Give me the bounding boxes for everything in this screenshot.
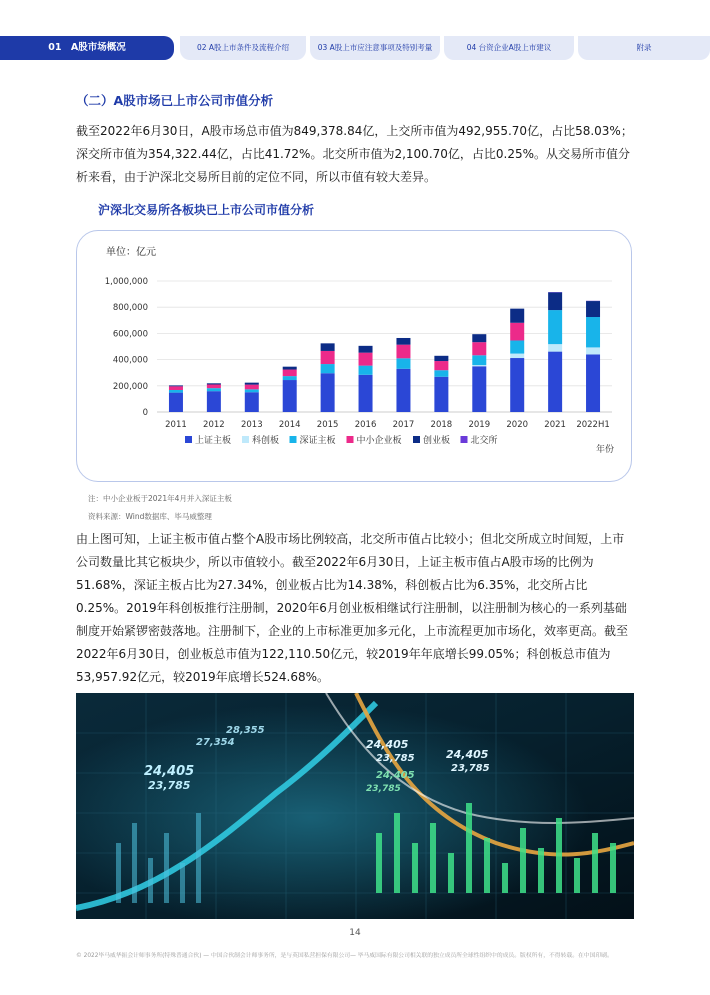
unit-label: 单位：亿元: [106, 247, 156, 258]
bar-segment: [245, 385, 259, 390]
photo-number: 23,785: [376, 753, 415, 764]
y-tick-label: 400,000: [112, 355, 148, 366]
bar-segment: [510, 354, 524, 358]
legend-label: 科创板: [252, 436, 280, 446]
legend-label: 创业板: [423, 436, 451, 446]
y-tick-label: 600,000: [112, 329, 148, 340]
photo-number: 23,785: [366, 784, 401, 794]
bar-segment: [321, 364, 335, 373]
bar-segment: [586, 347, 600, 354]
tab-appendix[interactable]: 附录: [578, 36, 710, 60]
bar-segment: [359, 375, 373, 412]
bar-segment: [434, 361, 448, 370]
x-tick-label: 2014: [278, 420, 301, 430]
bar-segment: [207, 384, 221, 388]
legend-swatch: [290, 436, 297, 443]
photo-number: 23,785: [451, 763, 490, 774]
bar-segment: [434, 377, 448, 412]
x-tick-label: 2019: [468, 420, 491, 430]
bar-segment: [510, 358, 524, 412]
y-tick-label: 0: [142, 408, 148, 418]
chart-container: [76, 230, 632, 482]
bar-segment: [359, 353, 373, 366]
photo-number: 27,354: [196, 737, 235, 748]
legend-swatch: [461, 436, 468, 443]
bar-segment: [510, 309, 524, 323]
bar-segment: [321, 351, 335, 364]
tab-taiwan-listing-advice[interactable]: 04 台资企业A股上市建议: [444, 36, 574, 60]
bar-segment: [434, 356, 448, 361]
bar-segment: [169, 385, 183, 386]
bar-segment: [548, 292, 562, 310]
x-tick-label: 2016: [354, 420, 377, 430]
bar-segment: [472, 365, 486, 366]
x-tick-label: 2013: [240, 420, 263, 430]
bar-segment: [434, 370, 448, 377]
bar-segment: [472, 355, 486, 365]
photo-number: 24,405: [144, 764, 195, 779]
x-tick-label: 2022H1: [576, 420, 610, 430]
bar-segment: [472, 334, 486, 342]
bar-segment: [472, 366, 486, 412]
photo-number: 24,405: [366, 738, 409, 751]
legend-swatch: [347, 436, 354, 443]
page-number: 14: [349, 928, 361, 938]
bar-segment: [245, 392, 259, 412]
x-tick-label: 2015: [316, 420, 339, 430]
bar-segment: [586, 317, 600, 347]
chart-source: 资料来源：Wind数据库、毕马威整理: [88, 512, 212, 521]
bar-segment: [396, 345, 410, 359]
bar-segment: [169, 390, 183, 393]
chart-note: 注：中小企业板于2021年4月并入深证主板: [88, 494, 232, 503]
bar-segment: [396, 338, 410, 345]
legend-label: 北交所: [470, 436, 498, 446]
photo-number: 28,355: [226, 725, 265, 736]
legend-swatch: [242, 436, 249, 443]
bar-segment: [321, 343, 335, 351]
y-tick-label: 800,000: [112, 303, 148, 314]
bar-segment: [283, 380, 297, 412]
legend-label: 上证主板: [195, 436, 232, 446]
body-paragraph: 由上图可知，上证主板市值占整个A股市场比例较高，北交所市值占比较小；但北交所成立时间短，上市公司数量比其它板块少，所以市值较小。截至2022年6月30日，上证主板市值占A股市场的比例为51.68%，深证主板占比为27.34%，创业板占比为14.38%，科创板占比为6.35%，北交所占比0.25%。2019年科创板推行注册制，2020年6月创业板相继试行注册制，以注册制为核心的一系列基础制度开始紧锣密鼓落地。注册制下，企业的上市标准更加多元化，上市流程更加市场化，效率更高。截至2022年6月30日，创业板总市值为122,110.50亿元，较2019年年底增长99.05%；科创板总市值为53,957.92亿元，较2019年底增长524.68%。: [76, 532, 629, 684]
photo-number: 24,405: [376, 770, 415, 781]
photo-number: 24,405: [446, 748, 489, 761]
x-tick-label: 2021: [544, 420, 566, 430]
tab-listing-considerations[interactable]: 03 A股上市应注意事项及特别考量: [310, 36, 440, 60]
x-axis-label: 年份: [595, 445, 615, 455]
intro-paragraph: 截至2022年6月30日，A股市场总市值为849,378.84亿，上交所市值为492,955.70亿，占比58.03%；深交所市值为354,322.44亿，占比41.72%。北交所市值为2,100.70亿，占比0.25%。从交易所市值分析来看，由于沪深北交易所目前的定位不同，所以市值有较大差异。: [76, 124, 633, 184]
section-title: （二）A股市场已上市公司市值分析: [76, 93, 274, 108]
stacked-bar-chart: [77, 231, 631, 481]
bar-segment: [283, 376, 297, 380]
x-tick-label: 2011: [165, 420, 187, 430]
stock-market-photo: [76, 693, 634, 919]
bar-segment: [548, 310, 562, 344]
bar-segment: [283, 370, 297, 377]
bar-segment: [359, 366, 373, 375]
stock-market-image: [76, 693, 634, 919]
footer-copyright: © 2022毕马威华振会计师事务所(特殊普通合伙) — 中国合伙制会计师事务所，是与英国私营担保有限公司— 毕马威国际有限公司相关联的独立成员所全球性组织中的成员。版权所有，不得转载。在中国印刷。: [76, 953, 613, 959]
bar-segment: [207, 388, 221, 391]
legend-label: 中小企业板: [356, 436, 402, 446]
bar-segment: [169, 386, 183, 390]
legend-label: 深证主板: [299, 436, 336, 446]
tab-market-overview[interactable]: 01 A股市场概况: [0, 36, 174, 60]
bar-segment: [245, 389, 259, 392]
x-tick-label: 2012: [203, 420, 225, 430]
bar-segment: [169, 393, 183, 412]
bar-segment: [283, 367, 297, 370]
y-tick-label: 1,000,000: [104, 277, 148, 287]
section-nav: [0, 36, 710, 60]
bar-segment: [207, 391, 221, 412]
x-tick-label: 2020: [506, 420, 529, 430]
bar-segment: [396, 369, 410, 412]
bar-segment: [396, 358, 410, 368]
bar-segment: [510, 323, 524, 341]
bar-segment: [321, 373, 335, 412]
bar-segment: [548, 344, 562, 351]
bar-segment: [548, 352, 562, 412]
bar-segment: [207, 383, 221, 384]
bar-segment: [245, 383, 259, 385]
tab-listing-conditions[interactable]: 02 A股上市条件及流程介绍: [180, 36, 306, 60]
chart-title: 沪深北交易所各板块已上市公司市值分析: [98, 203, 315, 217]
bar-segment: [359, 346, 373, 353]
x-tick-label: 2017: [392, 420, 415, 430]
photo-number: 23,785: [148, 779, 191, 792]
legend-swatch: [185, 436, 192, 443]
bar-segment: [510, 340, 524, 353]
x-tick-label: 2018: [430, 420, 453, 430]
bar-segment: [472, 342, 486, 355]
y-tick-label: 200,000: [112, 381, 148, 392]
legend-swatch: [413, 436, 420, 443]
bar-segment: [586, 354, 600, 412]
bar-segment: [586, 301, 600, 317]
